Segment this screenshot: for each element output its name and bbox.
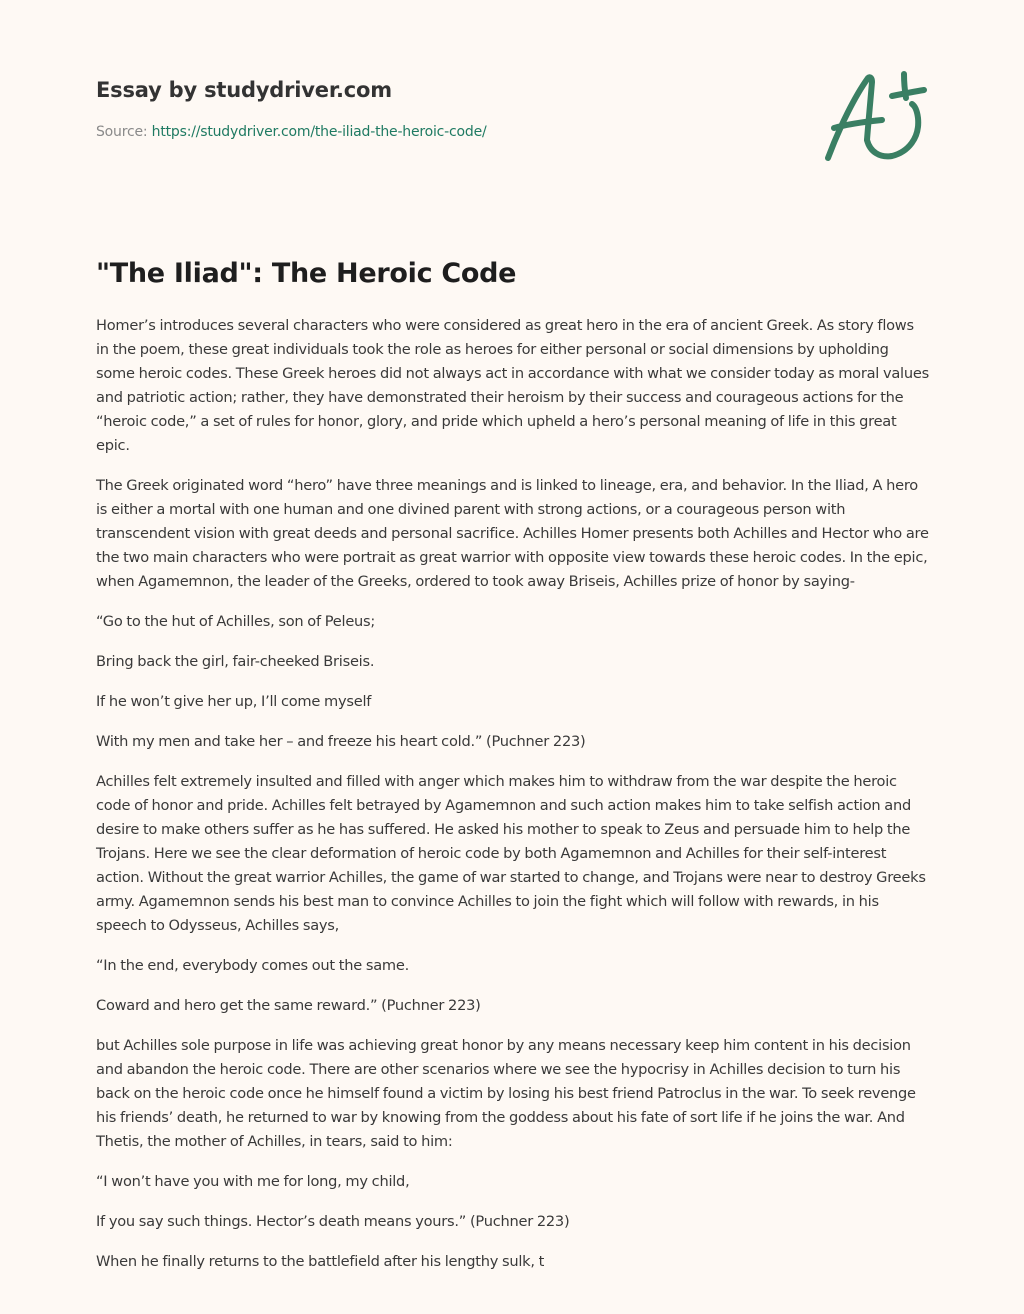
source-line (96, 122, 796, 142)
source-label: Source: (96, 124, 148, 140)
paragraph-hero-meaning: The Greek originated word “hero” have three meanings and is linked to lineage, era, and behavior. In the Iliad, A hero is either a mortal with one human and one divined parent with strong actions, or a courageous person with transcendent vision with great deeds and personal sacrifice. Achilles Homer presents both Achilles and Hector who are the two main characters who were portrait as great warrior with opposite view towards these heroic codes. In the epic, when Agamemnon, the leader of the Greeks, ordered to took away Briseis, Achilles prize of honor by saying- (96, 477, 929, 590)
a-plus-grade-icon (820, 66, 930, 166)
quote-line: If you say such things. Hector’s death means yours.” (Puchner 223) (96, 1213, 570, 1230)
article-title: "The Iliad": The Heroic Code (96, 258, 517, 289)
quote-line: “In the end, everybody comes out the same. (96, 957, 409, 974)
quote-line: If he won’t give her up, I’ll come myself (96, 693, 372, 710)
source-link[interactable]: https://studydriver.com/the-iliad-the-heroic-code/ (151, 124, 487, 140)
quote-line: “Go to the hut of Achilles, son of Peleus; (96, 613, 376, 630)
brand-title: Essay by studydriver.com (96, 78, 392, 102)
quote-line: With my men and take her – and freeze his heart cold.” (Puchner 223) (96, 733, 586, 750)
quote-line: Coward and hero get the same reward.” (Puchner 223) (96, 997, 481, 1014)
quote-line: Bring back the girl, fair-cheeked Briseis. (96, 653, 375, 670)
quote-line: “I won’t have you with me for long, my child, (96, 1173, 410, 1190)
paragraph-intro: Homer’s introduces several characters who were considered as great hero in the era of ancient Greek. As story flows in the poem, these great individuals took the role as heroes for either personal or social dimensions by upholding some heroic codes. These Greek heroes did not always act in accordance with what we consider today as moral values and patriotic action; rather, they have demonstrated their heroism by their success and courageous actions for the “heroic code,” a set of rules for honor, glory, and pride which upheld a hero’s personal meaning of life in this great epic. (96, 317, 929, 454)
article-body (96, 314, 930, 1290)
paragraph-achilles-purpose: but Achilles sole purpose in life was achieving great honor by any means necessary keep him content in his decision and abandon the heroic code. There are other scenarios where we see the hypocrisy in Achilles decision to turn his back on the heroic code once he himself found a victim by losing his best friend Patroclus in the war. To seek revenge his friends’ death, he returned to war by knowing from the goddess about his fate of sort life if he joins the war. And Thetis, the mother of Achilles, in tears, said to him: (96, 1037, 916, 1150)
paragraph-truncated: When he finally returns to the battlefield after his lengthy sulk, t (96, 1253, 545, 1270)
paragraph-achilles-anger: Achilles felt extremely insulted and filled with anger which makes him to withdraw from the war despite the heroic code of honor and pride. Achilles felt betrayed by Agamemnon and such action makes him to take selfish action and desire to make others suffer as he has suffered. He asked his mother to speak to Zeus and persuade him to help the Trojans. Here we see the clear deformation of heroic code by both Agamemnon and Achilles for their self-interest action. Without the great warrior Achilles, the game of war started to change, and Trojans were near to destroy Greeks army. Agamemnon sends his best man to convince Achilles to join the fight which will follow with rewards, in his speech to Odysseus, Achilles says, (96, 773, 926, 934)
page-header (96, 74, 796, 142)
